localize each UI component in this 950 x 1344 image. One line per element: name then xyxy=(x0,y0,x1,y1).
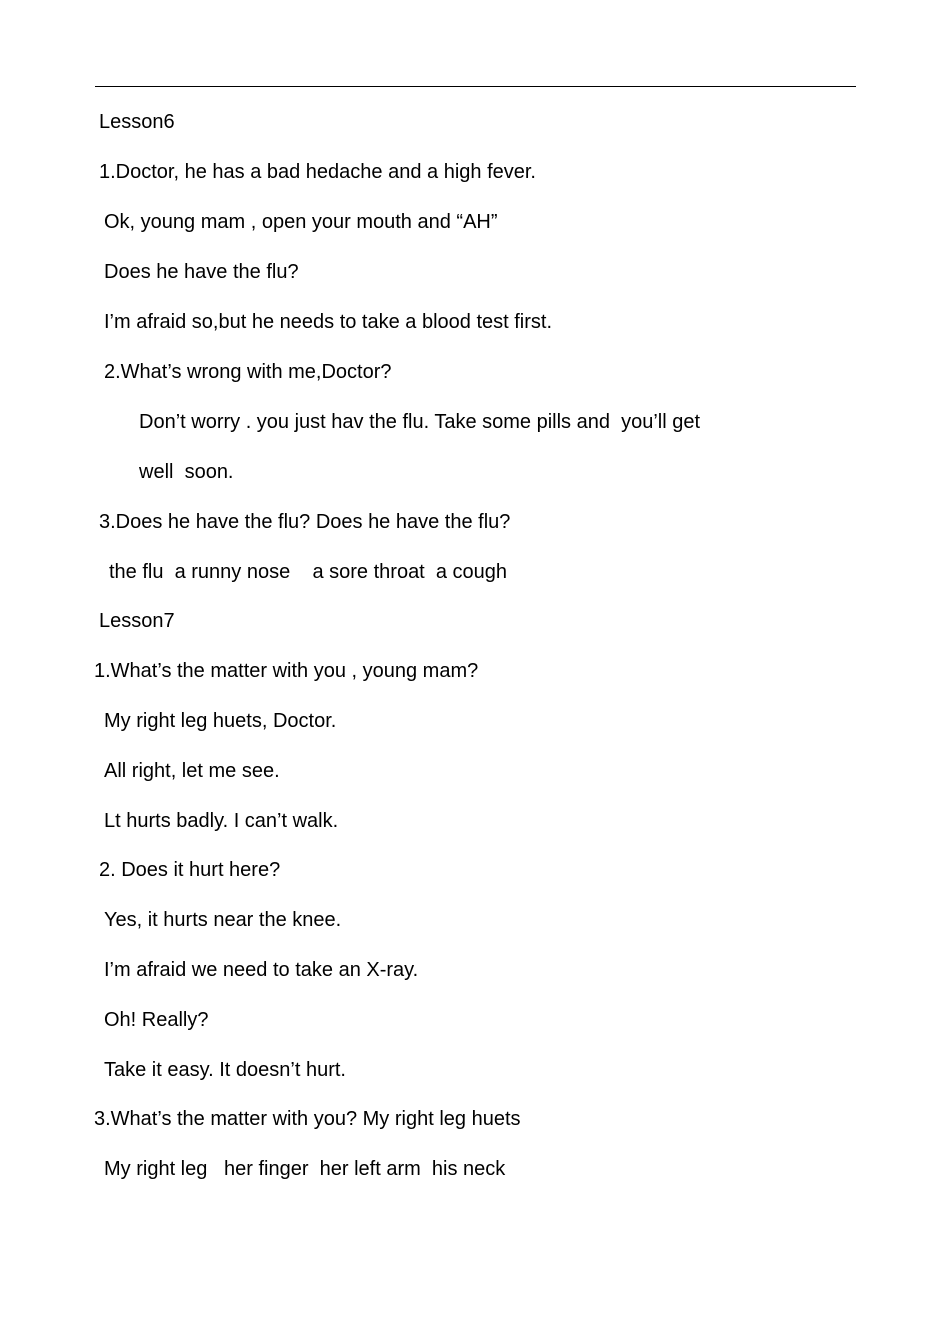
text-line: 3.What’s the matter with you? My right leg huets xyxy=(94,1108,521,1130)
text-line: 3.Does he have the flu? Does he have the flu? xyxy=(99,511,511,533)
text-line: Does he have the flu? xyxy=(104,261,299,283)
text-line: Lt hurts badly. I can’t walk. xyxy=(104,810,339,832)
text-line: 2. Does it hurt here? xyxy=(99,859,281,881)
text-line: well soon. xyxy=(139,461,234,483)
text-line: I’m afraid so,but he needs to take a blood test first. xyxy=(104,311,553,333)
text-line: Ok, young mam , open your mouth and “AH” xyxy=(104,211,498,233)
lesson7-heading: Lesson7 xyxy=(99,610,175,632)
lesson6-heading: Lesson6 xyxy=(99,111,175,133)
text-line: Don’t worry . you just hav the flu. Take some pills and you’ll get xyxy=(139,411,701,433)
text-line: Take it easy. It doesn’t hurt. xyxy=(104,1059,346,1081)
text-line: My right leg huets, Doctor. xyxy=(104,710,337,732)
text-line: Oh! Really? xyxy=(104,1009,209,1031)
header-rule xyxy=(95,86,856,87)
text-line: 1.Doctor, he has a bad hedache and a high fever. xyxy=(99,161,536,183)
vocabulary-line: the flu a runny nose a sore throat a cough xyxy=(109,561,508,583)
vocabulary-line: My right leg her finger her left arm his neck xyxy=(104,1158,506,1180)
text-line: 1.What’s the matter with you , young mam? xyxy=(94,660,479,682)
text-line: Yes, it hurts near the knee. xyxy=(104,909,342,931)
text-line: I’m afraid we need to take an X-ray. xyxy=(104,959,419,981)
text-line: All right, let me see. xyxy=(104,760,280,782)
text-line: 2.What’s wrong with me,Doctor? xyxy=(104,361,392,383)
